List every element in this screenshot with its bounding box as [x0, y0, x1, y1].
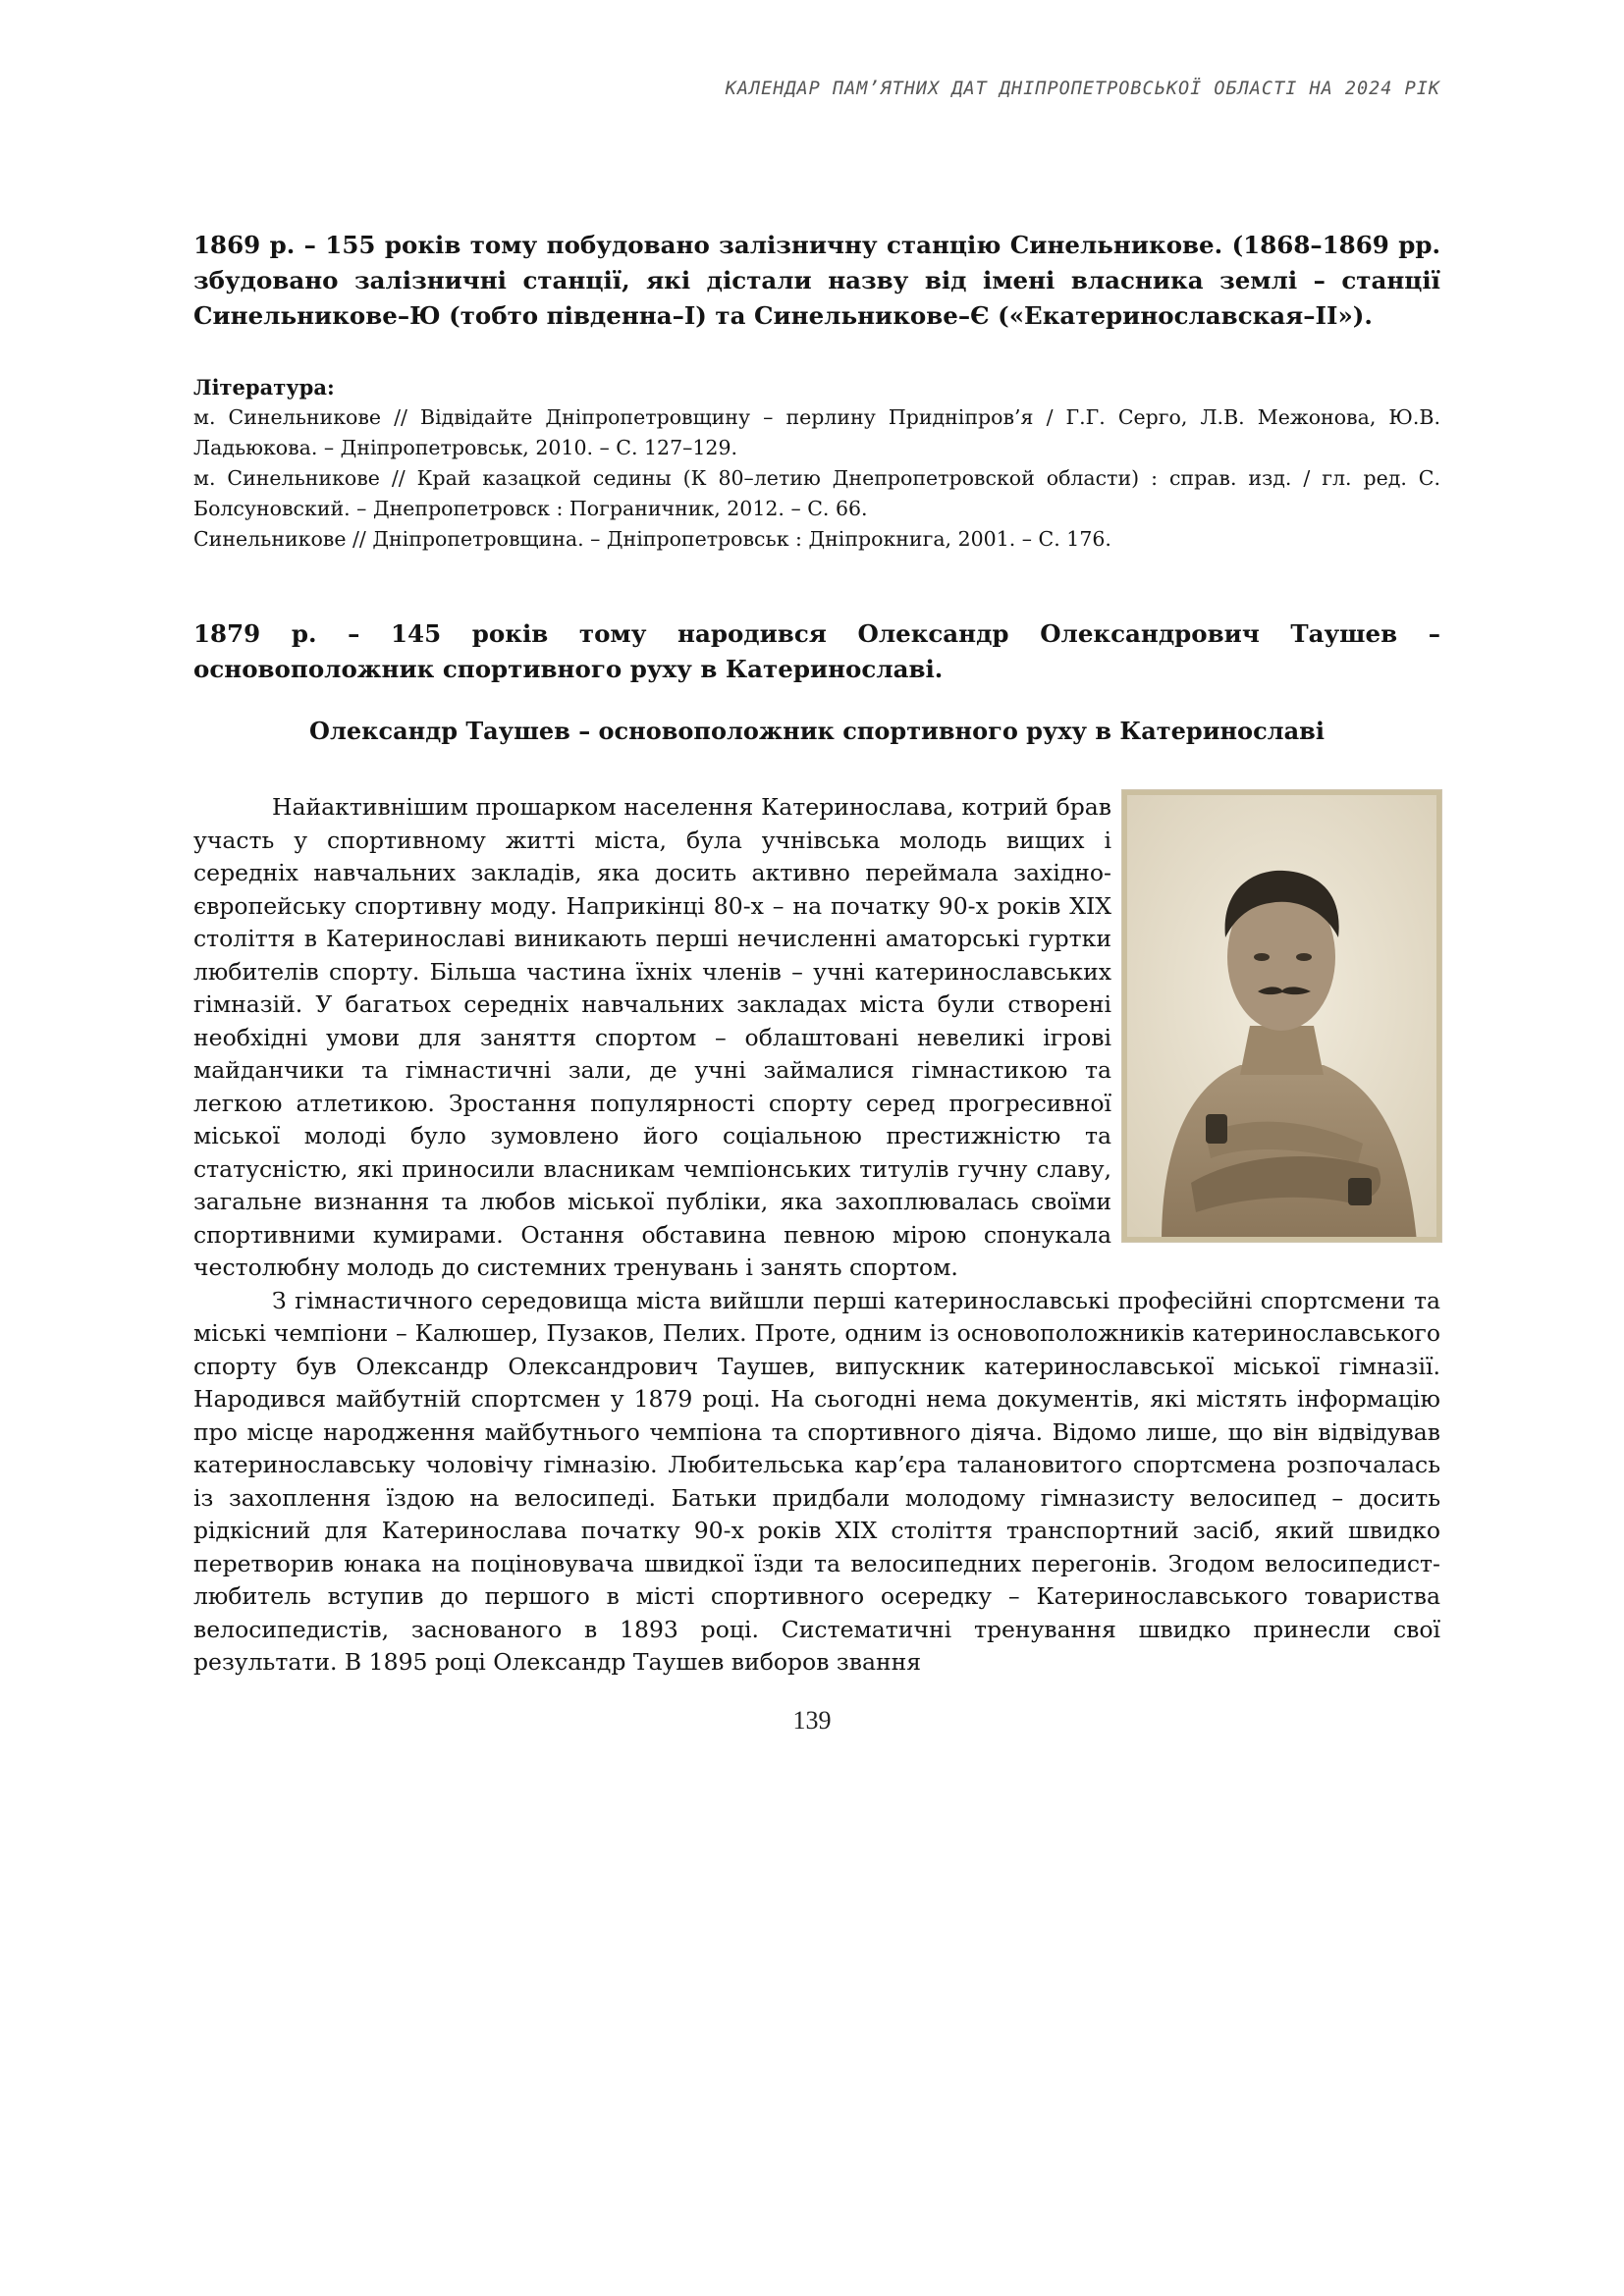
article-title-block [193, 715, 1440, 748]
event-section-1869 [193, 228, 1440, 334]
event-heading: 1869 р. – 155 років тому побудовано залізничну станцію Синельникове. (1868–1869 рр. збудовано залізничні станції, які дістали назву від імені власника землі – станції Синельникове–Ю (тобто південна–І) та Синельникове–Є («Екатеринославская–II»). [193, 231, 1440, 330]
article-body [193, 791, 1440, 1680]
page-number: 139 [792, 1706, 832, 1735]
event-section-1879 [193, 616, 1440, 687]
literature-entry: Синельникове // Дніпропетровщина. – Дніпропетровськ : Дніпрокнига, 2001. – С. 176. [193, 527, 1111, 551]
literature-entry: м. Синельникове // Відвідайте Дніпропетровщину – перлину Придніпров’я / Г.Г. Серго, Л.В. Межонова, Ю.В. Ладьюкова. – Дніпропетровськ, 2010. – С. 127–129. [193, 405, 1440, 459]
article-title: Олександр Таушев – основоположник спортивного руху в Катеринославі [309, 717, 1325, 745]
running-header: КАЛЕНДАР ПАМ’ЯТНИХ ДАТ ДНІПРОПЕТРОВСЬКОЇ ОБЛАСТІ НА 2024 РІК [725, 79, 1440, 99]
paragraph-wrap-column [193, 791, 1111, 1285]
article-paragraph: Найактивнішим прошарком населення Катеринослава, котрий брав участь у спортивному житті міста, була учнівська молодь вищих і середніх навчальних закладів, яка досить активно переймала західноєвропейську спортивну моду. Наприкінці 80-х – на початку 90-х років XIX століття в Катеринославі виникають перші нечисленні аматорські гуртки любителів спорту. Більша частина їхніх членів – учні катеринославських гімназій. У багатьох середніх навчальних закладах міста були створені необхідні умови для заняття спортом – облаштовані невеликі ігрові майданчики та гімнастичні зали, де учні займалися гімнастикою та легкою атлетикою. Зростання популярності спорту серед прогресивної міської молоді було зумовлено його соціальною престижністю та статусністю, які приносили власникам чемпіонських титулів гучну славу, загальне визнання та любов міської публіки, яка захоплювалась своїми спортивними кумирами. Остання обставина певною мірою спонукала честолюбну молодь до системних тренувань і занять спортом. [193, 793, 1111, 1281]
literature-block [193, 373, 1440, 555]
event-heading: 1879 р. – 145 років тому народився Олександр Олександрович Таушев – основоположник спортивного руху в Катеринославі. [193, 619, 1440, 683]
literature-entry: м. Синельникове // Край казацкой седины (К 80–летию Днепропетровской области) : справ. изд. / гл. ред. С. Болсуновский. – Днепропетровск : Пограничник, 2012. – С. 66. [193, 466, 1440, 520]
article-paragraph: З гімнастичного середовища міста вийшли перші катеринославські професійні спортсмени та міські чемпіони – Калюшер, Пузаков, Пелих. Проте, одним із основоположників катеринославського спорту був Олександр Олександрович Таушев, випускник катеринославської міської гімназії. Народився майбутній спортсмен у 1879 році. На сьогодні нема документів, які містять інформацію про місце народження майбутнього чемпіона та спортивного діяча. Відомо лише, що він відвідував катеринославську чоловічу гімназію. Любительська кар’єра талановитого спортсмена розпочалась із захоплення їздою на велосипеді. Батьки придбали молодому гімназисту велосипед – досить рідкісний для Катеринослава початку 90-х років XIX століття транспортний засіб, який швидко перетворив юнака на поціновувача швидкої їзди та велосипедних перегонів. Згодом велосипедист-любитель вступив до першого в місті спортивного осередку – Катеринославського товариства велосипедистів, заснованого в 1893 році. Систематичні тренування швидко принесли свої результати. В 1895 році Олександр Таушев виборов звання [193, 1286, 1440, 1676]
literature-title: Література: [193, 375, 335, 400]
